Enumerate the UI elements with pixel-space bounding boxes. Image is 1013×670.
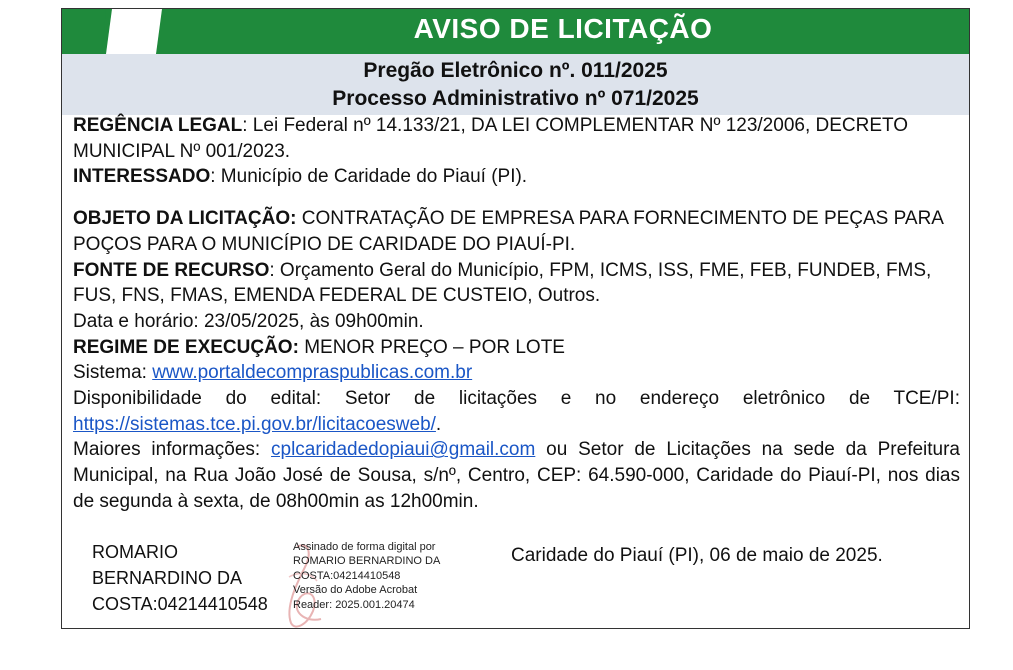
- info-text: ou Setor de Licitações na sede da Prefeitura Municipal, na Rua João José de Sousa, s/nº, Centro, CEP: 64.590-000, Caridade do Piauí-PI, nos dias de segunda à sexta, de 08h00min as 12h00min.: [73, 439, 960, 512]
- signer-name: [92, 539, 268, 617]
- digital-signature-line: Assinado de forma digital por: [293, 541, 436, 553]
- regime-label: REGIME DE EXECUÇÃO:: [73, 336, 299, 358]
- regencia-label: REGÊNCIA LEGAL: [73, 115, 243, 136]
- place-date: Caridade do Piauí (PI), 06 de maio de 2025.: [511, 545, 883, 566]
- data-horario: Data e horário: 23/05/2025, às 09h00min.: [73, 310, 424, 332]
- signer-name-line: BERNARDINO DA: [92, 568, 243, 588]
- info-email-link[interactable]: cplcaridadedopiaui@gmail.com: [271, 439, 536, 461]
- digital-signature-info: [293, 540, 440, 612]
- digital-signature-line: COSTA:04214410548: [293, 569, 401, 582]
- info-label: Maiores informações:: [73, 439, 272, 461]
- digital-signature-line: ROMARIO BERNARDINO DA: [293, 555, 441, 568]
- notice-title: AVISO DE LICITAÇÃO: [413, 13, 713, 44]
- regencia-paragraph: [73, 113, 960, 164]
- interessado-paragraph: [73, 164, 960, 190]
- edital-paragraph: [73, 386, 960, 437]
- interessado-text: : Município de Caridade do Piauí (PI).: [210, 166, 528, 188]
- notice-body: [73, 113, 960, 515]
- info-paragraph: [73, 437, 960, 514]
- edital-link[interactable]: https://sistemas.tce.pi.gov.br/licitacoesweb/: [73, 413, 436, 435]
- notice-subheader: [62, 54, 969, 115]
- digital-signature-line: Reader: 2025.001.20474: [293, 598, 415, 611]
- fonte-label: FONTE DE RECURSO: [73, 259, 270, 281]
- notice-header: [62, 9, 969, 54]
- pregao-number: Pregão Eletrônico nº. 011/2025: [363, 59, 668, 82]
- regencia-text: : Lei Federal nº 14.133/21, DA LEI COMPLEMENTAR Nº 123/2006, DECRETO MUNICIPAL Nº 001/2023.: [73, 115, 909, 162]
- sistema-label: Sistema:: [73, 362, 153, 384]
- interessado-label: INTERESSADO: [73, 166, 211, 188]
- signer-name-line: ROMARIO: [92, 542, 179, 562]
- objeto-text: CONTRATAÇÃO DE EMPRESA PARA FORNECIMENTO DE PEÇAS PARA POÇOS PARA O MUNICÍPIO DE CARIDADE DO PIAUÍ-PI.: [73, 208, 943, 255]
- edital-text: Disponibilidade do edital: Setor de licitações e no endereço eletrônico de TCE/PI:: [73, 388, 960, 410]
- paragraph-gap: [73, 190, 960, 206]
- sistema-link[interactable]: www.portaldecompraspublicas.com.br: [152, 362, 473, 384]
- fonte-text: : Orçamento Geral do Município, FPM, ICMS, ISS, FME, FEB, FUNDEB, FMS, FUS, FNS, FMAS, EMENDA FEDERAL DE CUSTEIO, Outros.: [73, 259, 932, 307]
- processo-number: Processo Administrativo nº 071/2025: [332, 87, 699, 110]
- notice-frame: [61, 8, 970, 629]
- signer-name-line: COSTA:04214410548: [92, 594, 268, 614]
- digital-signature-line: Versão do Adobe Acrobat: [293, 584, 418, 597]
- regime-text: MENOR PREÇO – POR LOTE: [298, 336, 565, 358]
- objeto-label: OBJETO DA LICITAÇÃO:: [73, 208, 297, 230]
- objeto-paragraph: [73, 206, 960, 257]
- edital-end: .: [435, 413, 442, 435]
- sistema-paragraph: [73, 360, 960, 386]
- regime-paragraph: [73, 335, 960, 361]
- fonte-paragraph: [73, 258, 960, 309]
